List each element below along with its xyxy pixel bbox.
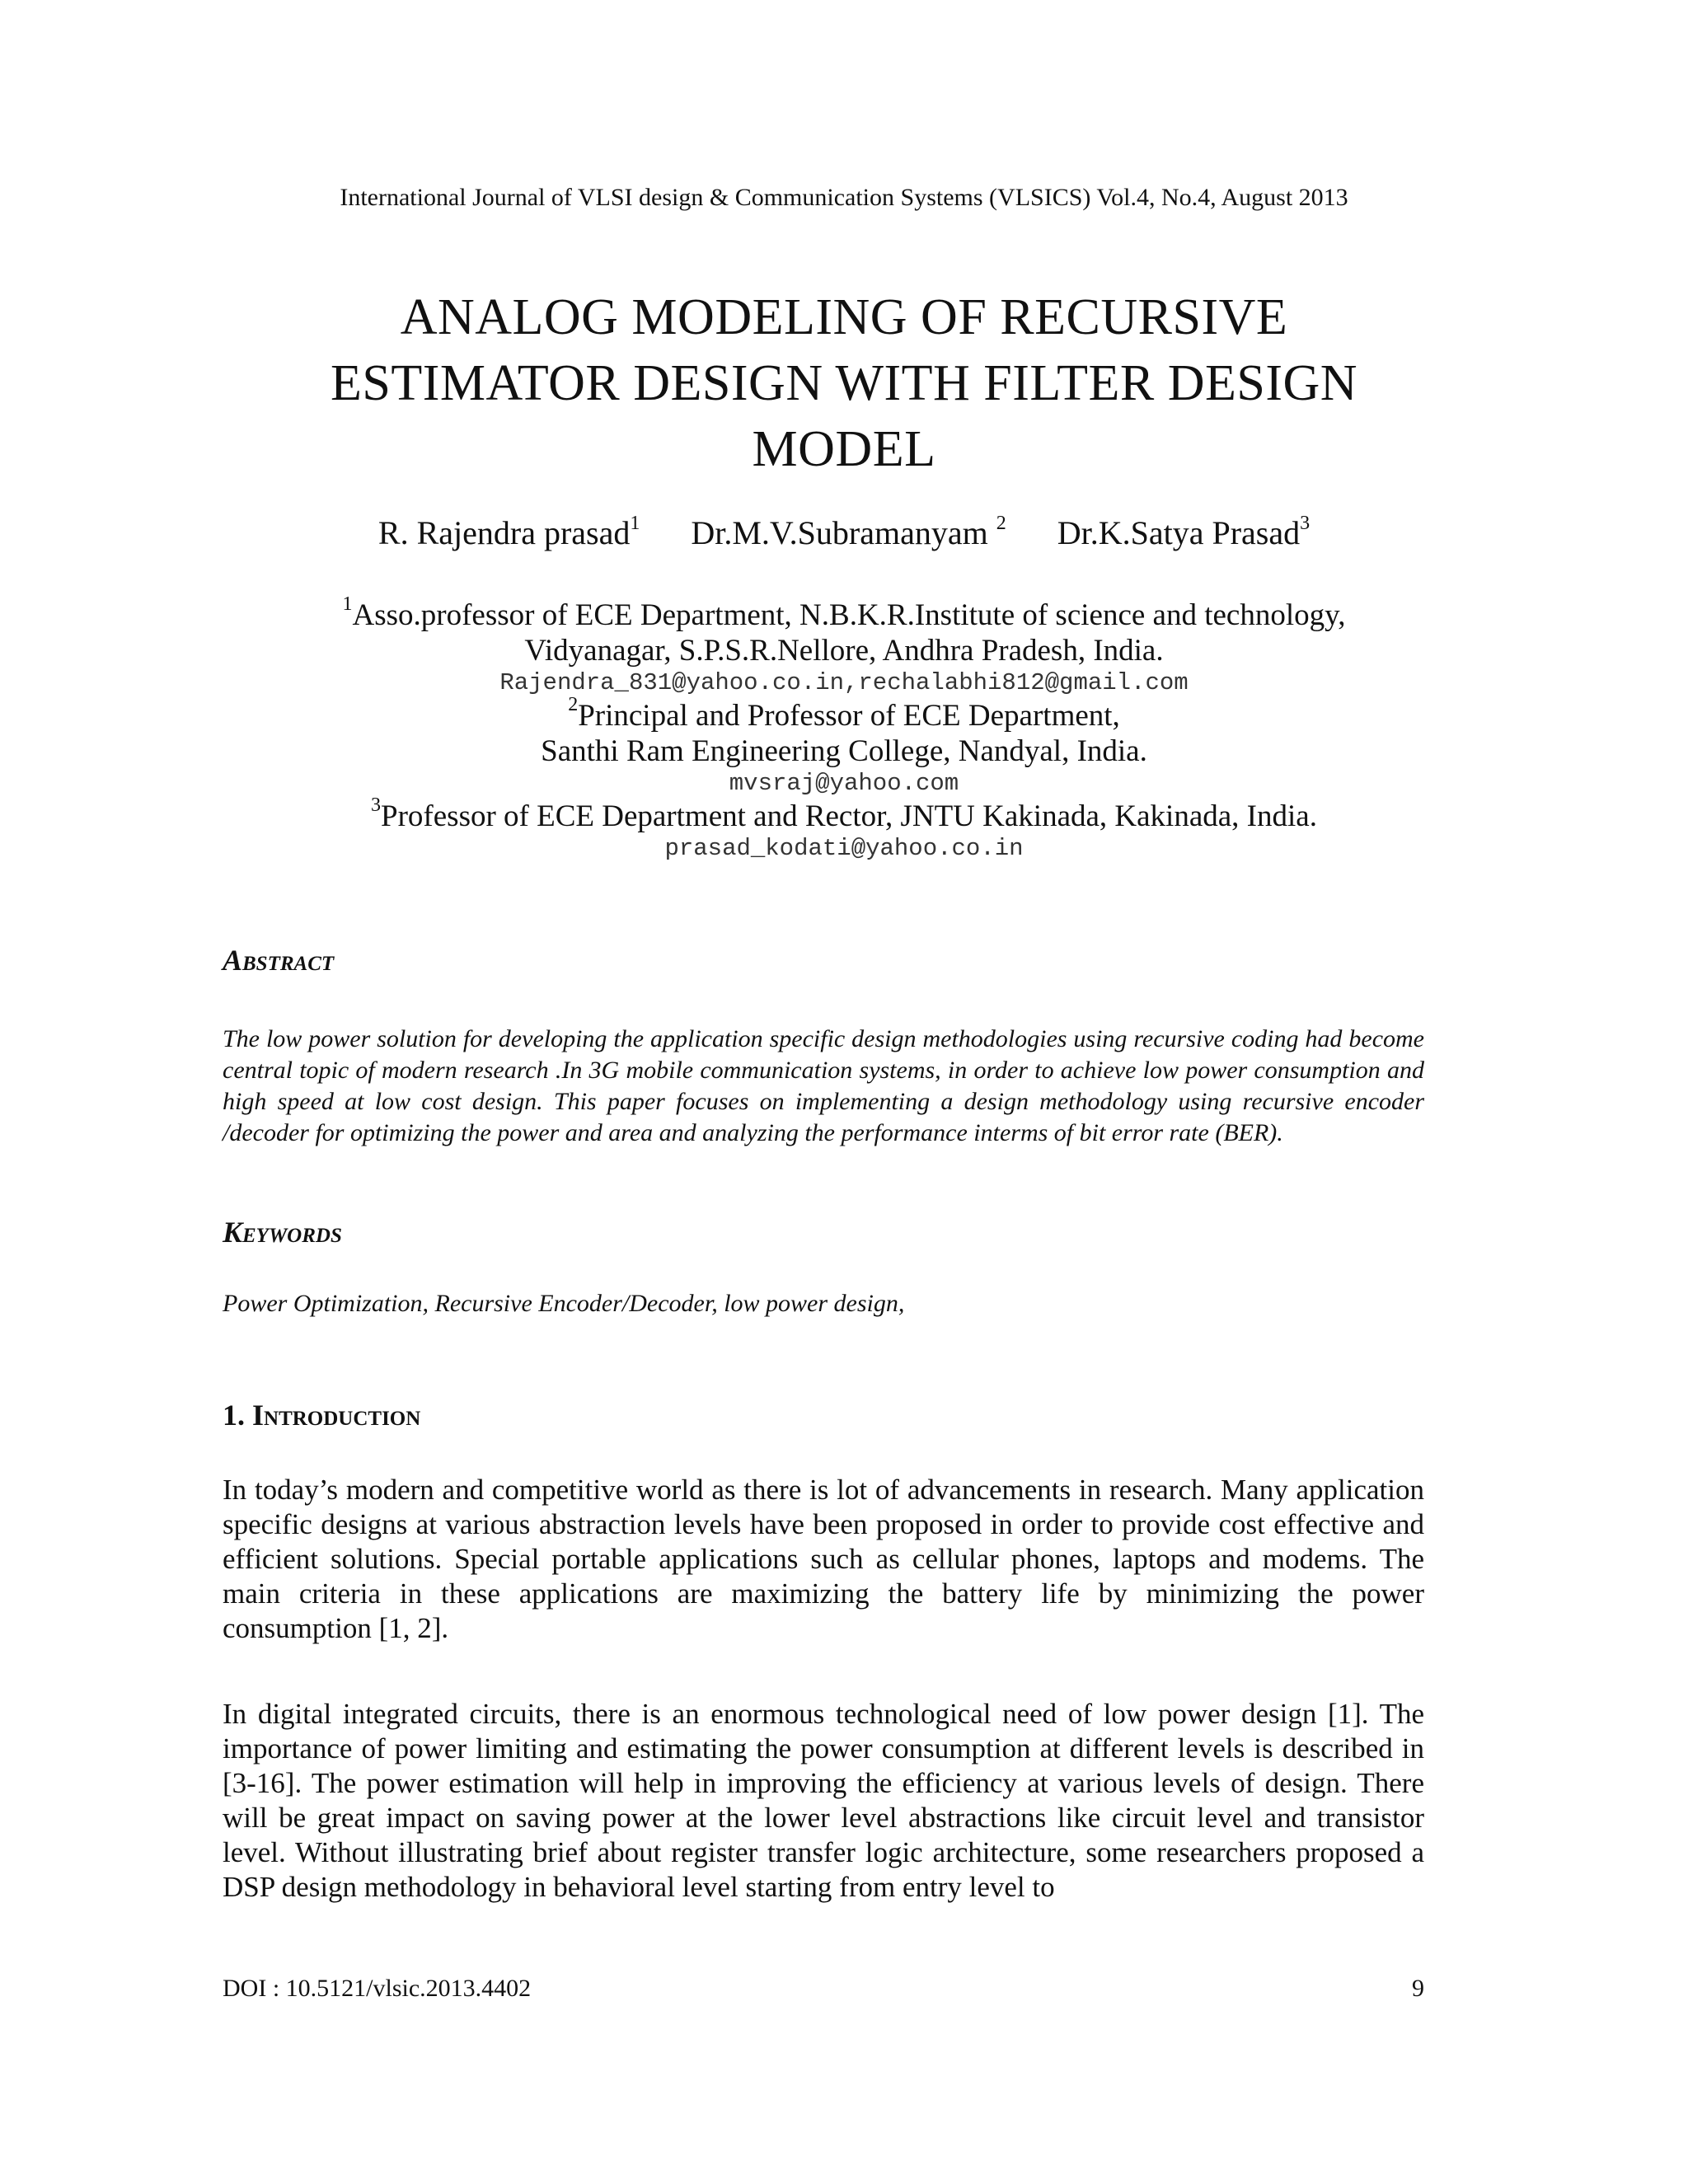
keywords-heading: Keywords	[223, 1216, 342, 1249]
author-list	[0, 513, 1688, 554]
page-number: 9	[1412, 1975, 1424, 2002]
affiliation-2-sup: 2	[568, 694, 579, 715]
author-3-sup: 3	[1300, 513, 1311, 534]
introduction-heading	[223, 1397, 420, 1433]
affiliation-2-email: mvsraj@yahoo.com	[729, 770, 959, 797]
affiliation-3-email: prasad_kodati@yahoo.co.in	[664, 835, 1024, 862]
author-2-sup: 2	[996, 513, 1006, 534]
affiliation-2-line-2: Santhi Ram Engineering College, Nandyal, India.	[541, 734, 1147, 768]
affiliation-3-sup: 3	[371, 794, 382, 816]
author-3-name: Dr.K.Satya Prasad	[1057, 514, 1301, 551]
introduction-title: Introduction	[252, 1399, 421, 1432]
introduction-paragraph-2: In digital integrated circuits, there is an enormous technological need of low power design [1]. The importance of power limiting and estimating the power consumption at different levels is described in [3-16]. The power estimation will help in improving the efficiency at various levels of design. There will be great impact on saving power at the lower level abstractions like circuit level and transistor level. Without illustrating brief about register transfer logic architecture, some researchers proposed a DSP design methodology in behavioral level starting from entry level to	[223, 1698, 1424, 1903]
introduction-paragraph-1: In today’s modern and competitive world as there is lot of advancements in research. Many application specific designs at various abstraction levels have been proposed in order to provide cost effective and efficient solutions. Special portable applications such as cellular phones, laptops and modems. The main criteria in these applications are maximizing the battery life by minimizing the power consumption [1, 2].	[223, 1474, 1424, 1644]
title-line-3: MODEL	[752, 421, 936, 477]
page-footer	[223, 1974, 1424, 2004]
paper-title	[214, 284, 1474, 482]
title-line-2: ESTIMATOR DESIGN WITH FILTER DESIGN	[330, 355, 1358, 411]
footer-doi: DOI : 10.5121/vlsic.2013.4402	[223, 1975, 532, 2002]
author-1-sup: 1	[630, 513, 640, 534]
introduction-number: 1.	[223, 1399, 245, 1432]
affiliation-1-line-2: Vidyanagar, S.P.S.R.Nellore, Andhra Pradesh, India.	[524, 634, 1164, 668]
affiliation-2-text-1: Principal and Professor of ECE Department,	[578, 699, 1120, 733]
author-3	[1057, 514, 1310, 551]
abstract-heading: Abstract	[223, 944, 335, 977]
abstract-text: The low power solution for developing the application specific design methodologies using recursive coding had become central topic of modern research .In 3G mobile communication systems, in order to achieve low power consumption and high speed at low cost design. This paper focuses on implementing a design methodology using recursive encoder /decoder for optimizing the power and area and analyzing the performance interms of bit error rate (BER).	[223, 1025, 1424, 1146]
affiliation-1-sup: 1	[342, 593, 353, 615]
author-2	[691, 514, 1006, 551]
keywords-text: Power Optimization, Recursive Encoder/Decoder, low power design,	[223, 1290, 905, 1317]
author-2-name: Dr.M.V.Subramanyam	[691, 514, 988, 551]
affiliation-1-text-1: Asso.professor of ECE Department, N.B.K.R.Institute of science and technology,	[352, 598, 1346, 632]
affiliation-3-text-1: Professor of ECE Department and Rector, JNTU Kakinada, Kakinada, India.	[381, 799, 1317, 833]
affiliations	[223, 593, 1465, 864]
affiliation-1-line-1	[223, 593, 1465, 633]
affiliation-3-line-1	[223, 794, 1465, 834]
journal-header: International Journal of VLSI design & Communication Systems (VLSICS) Vol.4, No.4, August 2013	[340, 184, 1348, 211]
affiliation-1-email: Rajendra_831@yahoo.co.in,rechalabhi812@gmail.com	[499, 669, 1189, 696]
affiliation-2-line-1	[223, 694, 1465, 733]
author-1	[378, 514, 640, 551]
author-1-name: R. Rajendra prasad	[377, 514, 631, 551]
title-line-1: ANALOG MODELING OF RECURSIVE	[400, 289, 1288, 345]
